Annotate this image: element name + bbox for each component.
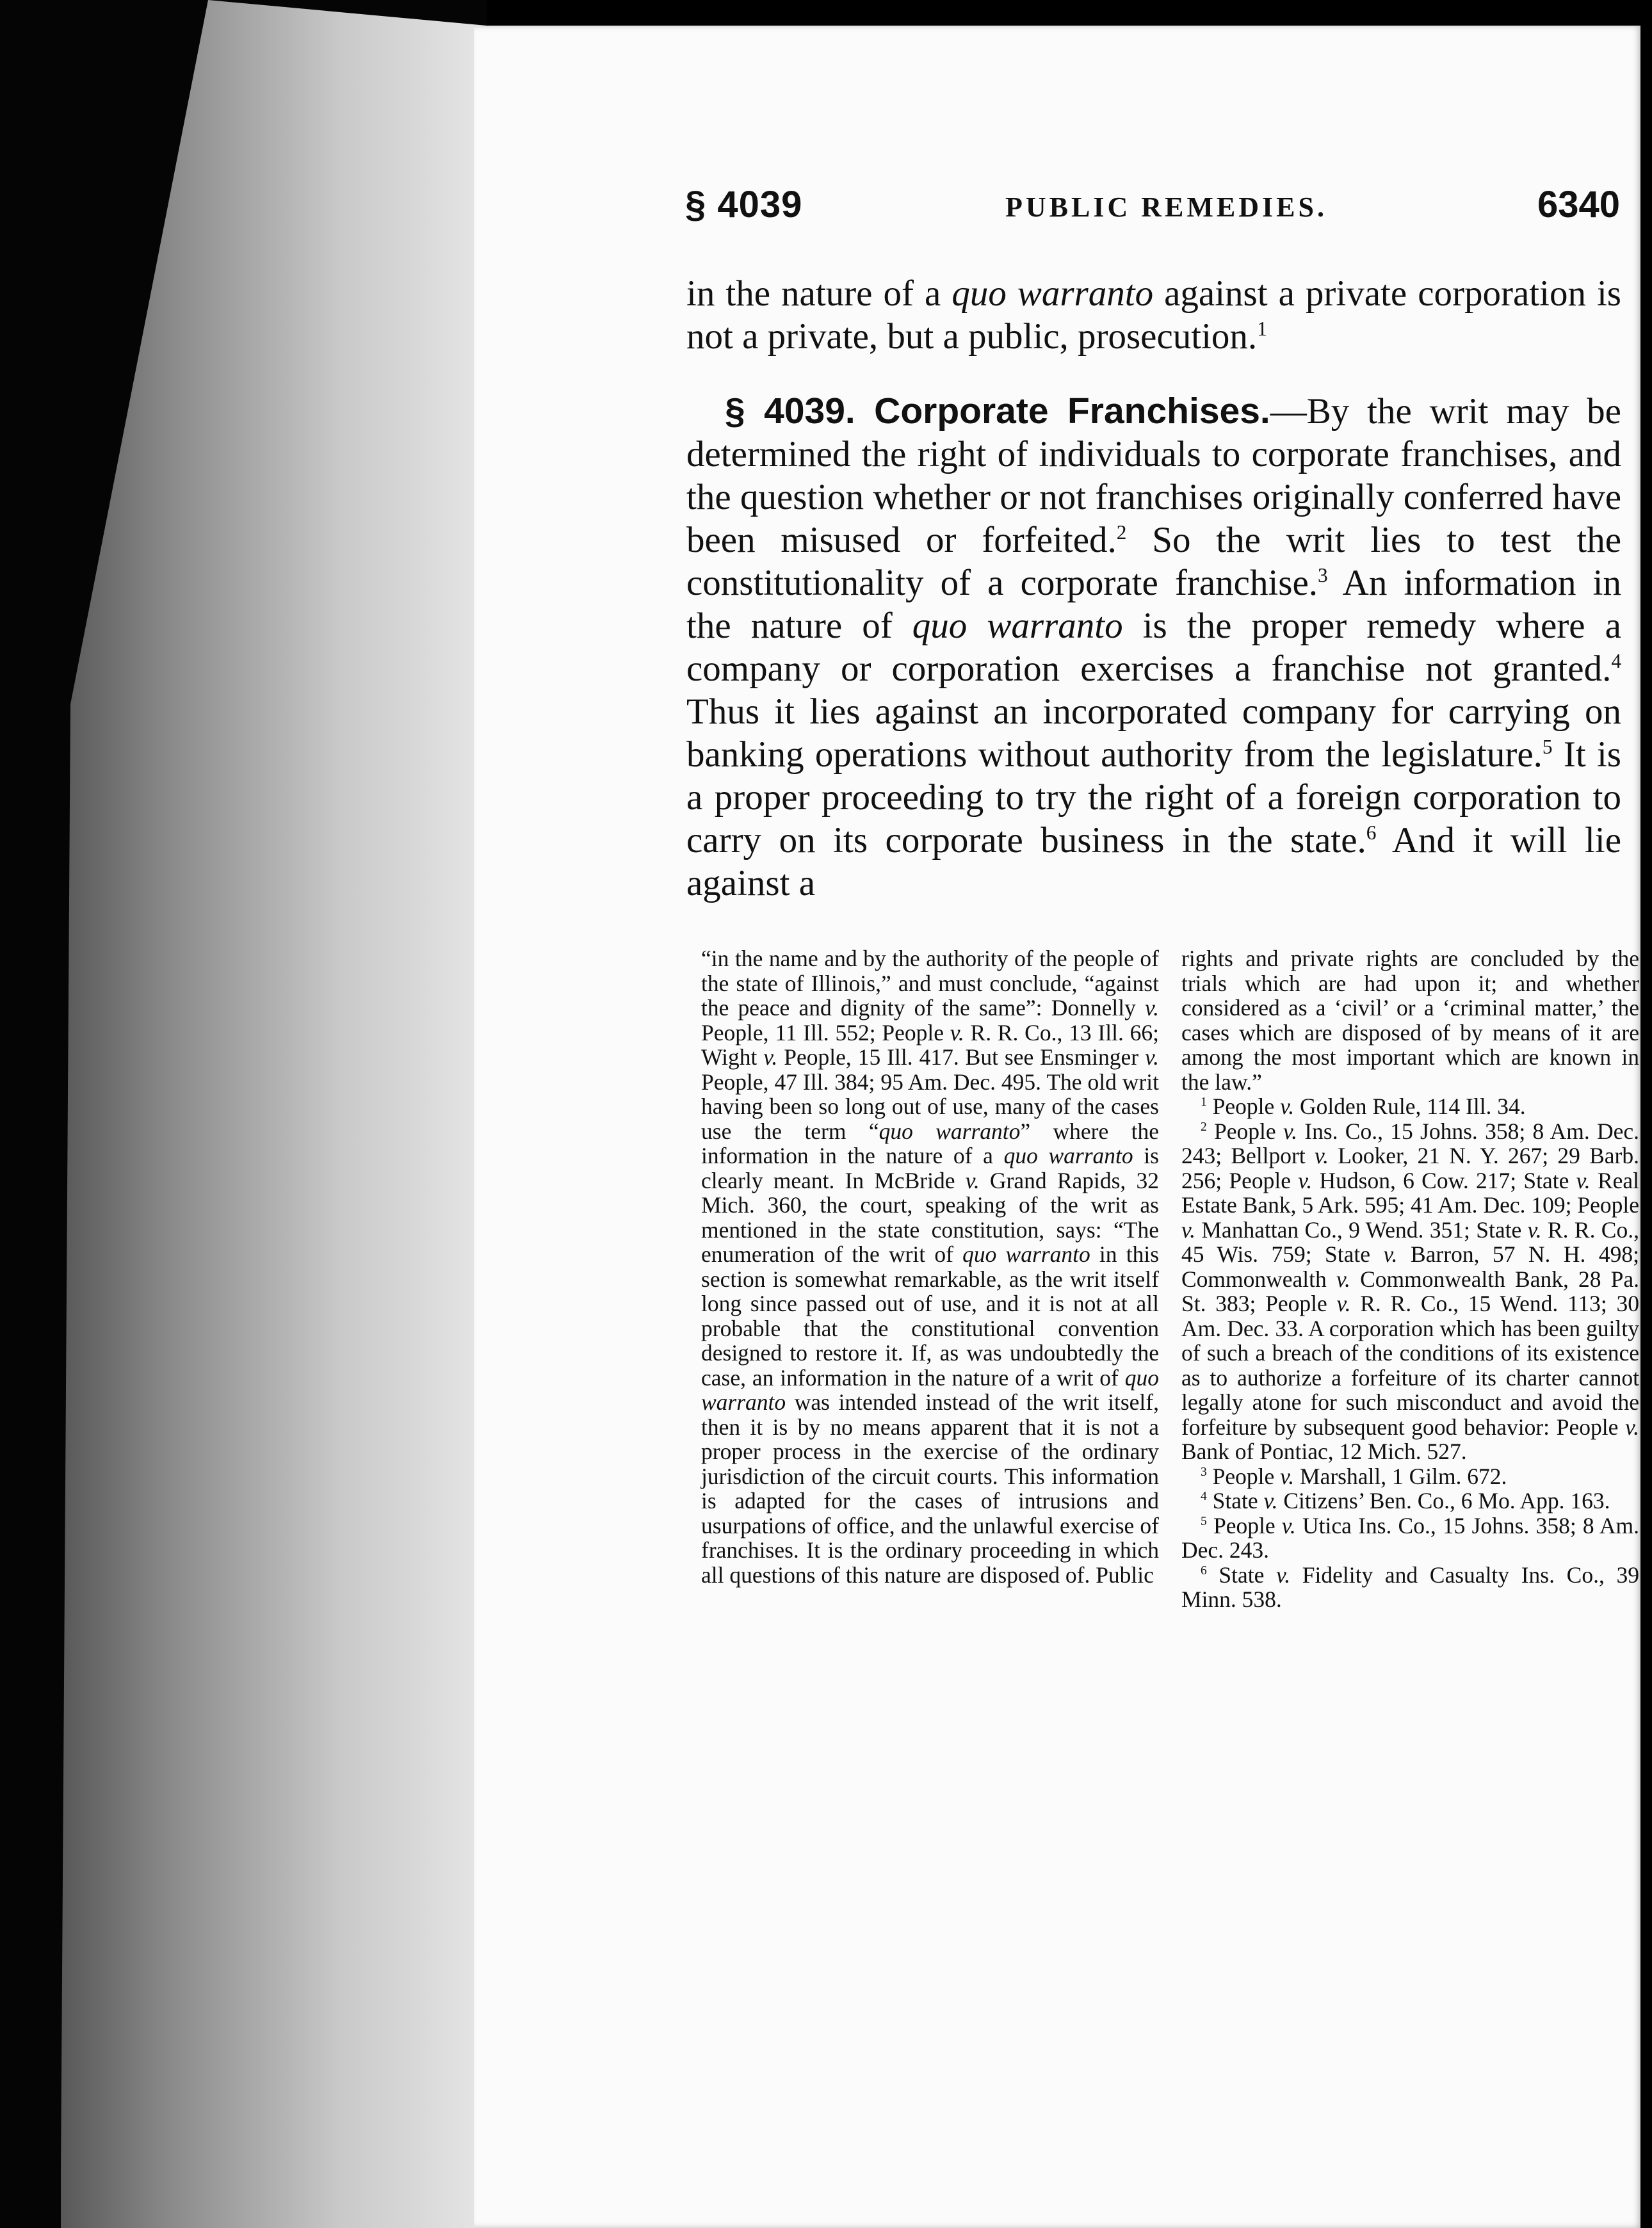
section-heading: § 4039. Corporate Franchises. xyxy=(725,391,1270,432)
footnote-5: $^5$ People v. Utica Ins. Co., 15 Johns. 358; 8 Am. Dec. 243. xyxy=(1181,1512,1639,1563)
page-number: 6340 xyxy=(1537,184,1620,225)
footnote-ref: 5 xyxy=(1542,736,1553,758)
footnote-ref: 4 xyxy=(1611,650,1621,672)
footnote-3: $^3$ People v. Marshall, 1 Gilm. 672. xyxy=(1201,1463,1507,1489)
footnote-2: $^2$ People v. Ins. Co., 15 Johns. 358; 8 Am. Dec. 243; Bellport v. Looker, 21 N. Y. 267; 29 Barb. 256; People v. Hudson, 6 Cow. 217; State v. Real Estate Bank, 5 Ark. 595; 41 Am. Dec. 109; People v. Manhattan Co., 9 Wend. 351; State v. R. R. Co., 45 Wis. 759; State v. Barron, 57 N. H. 498; Commonwealth v. Commonwealth Bank, 28 Pa. St. 383; People v. R. R. Co., 15 Wend. 113; 30 Am. Dec. 33. A corporation which has been guilty of such a breach of the conditions of its existence as to authorize a forfeiture of its charter cannot legally atone for such misconduct and avoid the forfeiture by subsequent good behavior: People v. Bank of Pontiac, 12 Mich. 527. xyxy=(1181,1118,1640,1464)
footnotes-left-column xyxy=(701,946,1159,1587)
footnotes xyxy=(701,946,1640,1887)
continuation-paragraph: in the nature of a quo warranto against a private corporation is not a private, but a public, prosecution.$^1$ xyxy=(686,273,1621,357)
section-paragraph: § 4039. Corporate Franchises.—By the writ may be determined the right of individuals to corporate franchises, and the question whether or not franchises originally conferred have been misused or forfeited.$^2$ So the writ lies to test the constitutionality of a corporate franchise.$^3$ An information in the nature of quo warranto is the proper remedy where a company or corporation exercises a franchise not granted.$^4$ Thus it lies against an incorporated company for carrying on banking operations without authority from the legislature.$^5$ It is a proper proceeding to try the right of a foreign corporation to carry on its corporate business in the state.$^6$ And it will lie against a xyxy=(686,391,1622,903)
footnote-continuation-right: rights and private rights are concluded by the trials which are had upon it; and whether considered as a ‘civil’ or a ‘criminal matter,’ the cases which are disposed of by means of it are among the most important which are known in the law.” xyxy=(1181,946,1639,1095)
footnote-4: $^4$ State v. Citizens’ Ben. Co., 6 Mo. App. 163. xyxy=(1201,1488,1610,1514)
footnote-ref: 3 xyxy=(1318,564,1328,586)
header-title: PUBLIC REMEDIES. xyxy=(1005,191,1327,223)
footnote-6: $^6$ State v. Fidelity and Casualty Ins. Co., 39 Minn. 538. xyxy=(1181,1562,1639,1612)
scan-background-right xyxy=(1640,0,1652,2228)
running-header xyxy=(685,183,1620,234)
footnote-ref: 2 xyxy=(1116,521,1127,544)
footnote-ref: 6 xyxy=(1366,821,1377,844)
footnote-1: $^1$ People v. Golden Rule, 114 Ill. 34. xyxy=(1201,1094,1526,1119)
footnote-ref: 1 xyxy=(1257,318,1267,340)
header-section-number: § 4039 xyxy=(685,184,803,225)
footnotes-right-column xyxy=(1181,946,1639,1612)
main-text xyxy=(686,272,1621,905)
footnote-continuation: “in the name and by the authority of the people of the state of Illinois,” and must conclude, “against the peace and dignity of the same”: Donnelly v. People, 11 Ill. 552; People v. R. R. Co., 13 Ill. 66; Wight v. People, 15 Ill. 417. But see Ensminger v. People, 47 Ill. 384; 95 Am. Dec. 495. The old writ having been so long out of use, many of the cases use the term “quo warranto” where the information in the nature of a quo warranto is clearly meant. In McBride v. Grand Rapids, 32 Mich. 360, the court, speaking of the writ as mentioned in the state constitution, says: “The enumeration of the writ of quo warranto in this section is somewhat remarkable, as the writ itself long since passed out of use, and it is not at all probable that the constitutional convention designed to restore it. If, as was undoubtedly the case, an information in the nature of a writ of quo warranto was intended instead of the writ itself, then it is by no means apparent that it is not a proper process in the exercise of the ordinary jurisdiction of the circuit courts. This information is adapted for the cases of intrusions and usurpations of office, and the unlawful exercise of franchises. It is the ordinary proceeding in which all questions of this nature are disposed of. Public xyxy=(701,946,1160,1588)
